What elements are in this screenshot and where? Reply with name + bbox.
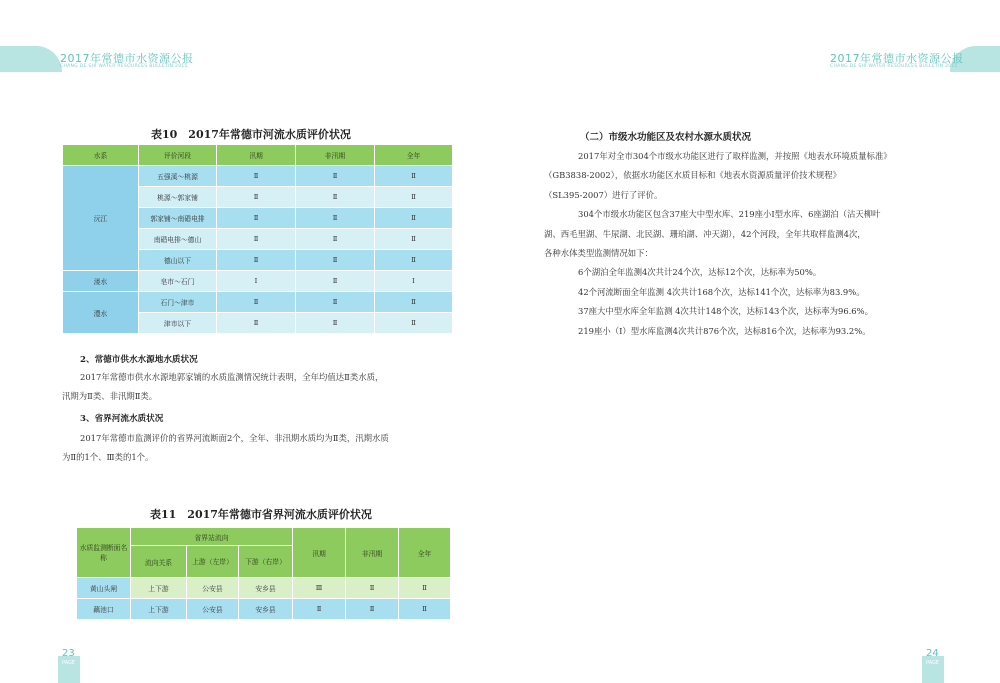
header-title: 2017年常德市水资源公报 bbox=[830, 52, 964, 65]
header-direction-cell: 省界站流向 bbox=[131, 528, 293, 546]
body-line: 37座大中型水库全年监测 4次共计148个次，达标143个次，达标率为96.6%。 bbox=[578, 306, 873, 317]
value-cell: Ⅱ bbox=[375, 229, 453, 250]
body-line: 各种水体类型监测情况如下： bbox=[544, 248, 653, 259]
value-cell: Ⅱ bbox=[296, 187, 375, 208]
value-cell: Ⅱ bbox=[296, 166, 375, 187]
body-line: 42个河流断面全年监测 4次共计168个次，达标141个次，达标率为83.9%。 bbox=[578, 286, 865, 297]
value-cell: Ⅱ bbox=[375, 166, 453, 187]
page-number: 24 bbox=[926, 648, 939, 659]
value-cell: Ⅰ bbox=[217, 271, 296, 292]
table10-header-row bbox=[63, 145, 453, 166]
table11-header-row bbox=[77, 528, 451, 546]
table10-header-cell: 汛期 bbox=[217, 145, 296, 166]
river-name-cell: 澧水 bbox=[63, 292, 139, 334]
body-line: （SL395-2007）进行了评价。 bbox=[544, 189, 663, 200]
station-name-cell: 黄山头闸 bbox=[77, 578, 131, 599]
body-line: （GB3838-2002），依据水功能区水质目标和《地表水资源质量评价技术规程》 bbox=[544, 170, 841, 181]
value-cell: Ⅱ bbox=[296, 208, 375, 229]
section2-body-line: 汛期为Ⅱ类、非汛期Ⅱ类。 bbox=[62, 391, 158, 402]
station-name-cell: 藕池口 bbox=[77, 599, 131, 620]
river-name-cell: 溇水 bbox=[63, 271, 139, 292]
value-cell: Ⅱ bbox=[296, 250, 375, 271]
header-name-cell: 水质监测断面名称 bbox=[77, 528, 131, 578]
upstream-cell: 公安县 bbox=[187, 599, 239, 620]
section3-heading: 3、省界河流水质状况 bbox=[80, 414, 164, 424]
table11-caption: 表11 2017年常德市省界河流水质评价状况 bbox=[150, 508, 372, 521]
relation-cell: 上下游 bbox=[131, 578, 187, 599]
table10-caption: 表10 2017年常德市河流水质评价状况 bbox=[151, 128, 351, 141]
section2-heading: 2、常德市供水水源地水质状况 bbox=[80, 355, 198, 365]
body-line: 304个市级水功能区包含37座大中型水库、219座小Ⅰ型水库、6座湖泊（沾天柳叶 bbox=[578, 209, 881, 220]
section-cell: 南碈电排～德山 bbox=[139, 229, 217, 250]
right-section-body bbox=[544, 147, 964, 341]
table10-header-cell: 评价河段 bbox=[139, 145, 217, 166]
right-section-heading: （二）市级水功能区及农村水源水质状况 bbox=[580, 132, 752, 143]
upstream-cell: 公安县 bbox=[187, 578, 239, 599]
header-subtitle: CHANG DE SHI WATER RESOURCES BULLETIN 2015 bbox=[60, 64, 188, 69]
header-upstream-cell: 上游（左岸） bbox=[187, 546, 239, 578]
table-row bbox=[77, 578, 451, 599]
section-cell: 石门～津市 bbox=[139, 292, 217, 313]
table-row bbox=[63, 271, 453, 292]
header-title: 2017年常德市水资源公报 bbox=[60, 52, 194, 65]
body-line: 2017年对全市304个市级水功能区进行了取样监测，并按照《地表水环境质量标准》 bbox=[578, 151, 892, 161]
body-line: 6个湖泊全年监测4次共计24个次，达标12个次，达标率为50%。 bbox=[578, 267, 822, 278]
table10-header-cell: 水系 bbox=[63, 145, 139, 166]
right-page bbox=[500, 0, 1000, 683]
value-cell: Ⅱ bbox=[296, 292, 375, 313]
value-cell: Ⅱ bbox=[217, 250, 296, 271]
table-row bbox=[77, 599, 451, 620]
value-cell: Ⅱ bbox=[346, 578, 399, 599]
header-ribbon bbox=[0, 46, 62, 72]
section-cell: 桃源～郭家铺 bbox=[139, 187, 217, 208]
section-cell: 郭家铺～南碈电排 bbox=[139, 208, 217, 229]
relation-cell: 上下游 bbox=[131, 599, 187, 620]
value-cell: Ⅱ bbox=[399, 599, 451, 620]
header-relation-cell: 流向关系 bbox=[131, 546, 187, 578]
section3-body bbox=[62, 429, 462, 468]
section3-body-line: 为Ⅱ的1个、Ⅲ类的1个。 bbox=[62, 452, 154, 463]
value-cell: Ⅱ bbox=[296, 229, 375, 250]
page-number: 23 bbox=[62, 648, 75, 659]
value-cell: Ⅰ bbox=[375, 271, 453, 292]
value-cell: Ⅱ bbox=[217, 229, 296, 250]
value-cell: Ⅱ bbox=[375, 250, 453, 271]
value-cell: Ⅱ bbox=[217, 208, 296, 229]
page-label: PAGE bbox=[926, 660, 940, 666]
section2-body bbox=[62, 368, 462, 407]
value-cell: Ⅱ bbox=[375, 313, 453, 334]
value-cell: Ⅱ bbox=[217, 166, 296, 187]
value-cell: Ⅱ bbox=[296, 271, 375, 292]
section-cell: 五强溪～桃源 bbox=[139, 166, 217, 187]
value-cell: Ⅲ bbox=[293, 578, 346, 599]
value-cell: Ⅱ bbox=[293, 599, 346, 620]
body-line: 219座小（Ⅰ）型水库监测4次共计876个次，达标816个次，达标率为93.2%。 bbox=[578, 325, 871, 336]
table-row bbox=[63, 166, 453, 187]
table11 bbox=[76, 527, 451, 620]
value-cell: Ⅱ bbox=[375, 187, 453, 208]
table10-header-cell: 非汛期 bbox=[296, 145, 375, 166]
value-cell: Ⅱ bbox=[217, 187, 296, 208]
header-downstream-cell: 下游（右岸） bbox=[239, 546, 293, 578]
section3-body-line: 2017年常德市监测评价的省界河流断面2个，全年、非汛期水质均为Ⅱ类，汛期水质 bbox=[80, 433, 389, 443]
body-line: 湖、西毛里湖、牛尿湖、北民湖、珊珀湖、冲天湖），42个河段，全年共取样监测4次， bbox=[544, 228, 866, 239]
header-year-cell: 全年 bbox=[399, 528, 451, 578]
section-cell: 津市以下 bbox=[139, 313, 217, 334]
table10 bbox=[62, 144, 453, 334]
section-cell: 皂市～石门 bbox=[139, 271, 217, 292]
value-cell: Ⅱ bbox=[346, 599, 399, 620]
table10-header-cell: 全年 bbox=[375, 145, 453, 166]
section2-body-line: 2017年常德市供水水源地郭家铺的水质监测情况统计表明，全年均值达Ⅱ类水质， bbox=[80, 372, 384, 382]
page-label: PAGE bbox=[62, 660, 76, 666]
value-cell: Ⅱ bbox=[399, 578, 451, 599]
downstream-cell: 安乡县 bbox=[239, 599, 293, 620]
section-cell: 德山以下 bbox=[139, 250, 217, 271]
downstream-cell: 安乡县 bbox=[239, 578, 293, 599]
table-row bbox=[63, 292, 453, 313]
river-name-cell: 沅江 bbox=[63, 166, 139, 271]
value-cell: Ⅱ bbox=[375, 292, 453, 313]
value-cell: Ⅱ bbox=[217, 292, 296, 313]
header-subtitle: CHANG DE SHI WATER RESOURCES BULLETIN 2015 bbox=[830, 64, 958, 69]
header-nonflood-cell: 非汛期 bbox=[346, 528, 399, 578]
value-cell: Ⅱ bbox=[375, 208, 453, 229]
header-flood-cell: 汛期 bbox=[293, 528, 346, 578]
value-cell: Ⅱ bbox=[217, 313, 296, 334]
value-cell: Ⅱ bbox=[296, 313, 375, 334]
